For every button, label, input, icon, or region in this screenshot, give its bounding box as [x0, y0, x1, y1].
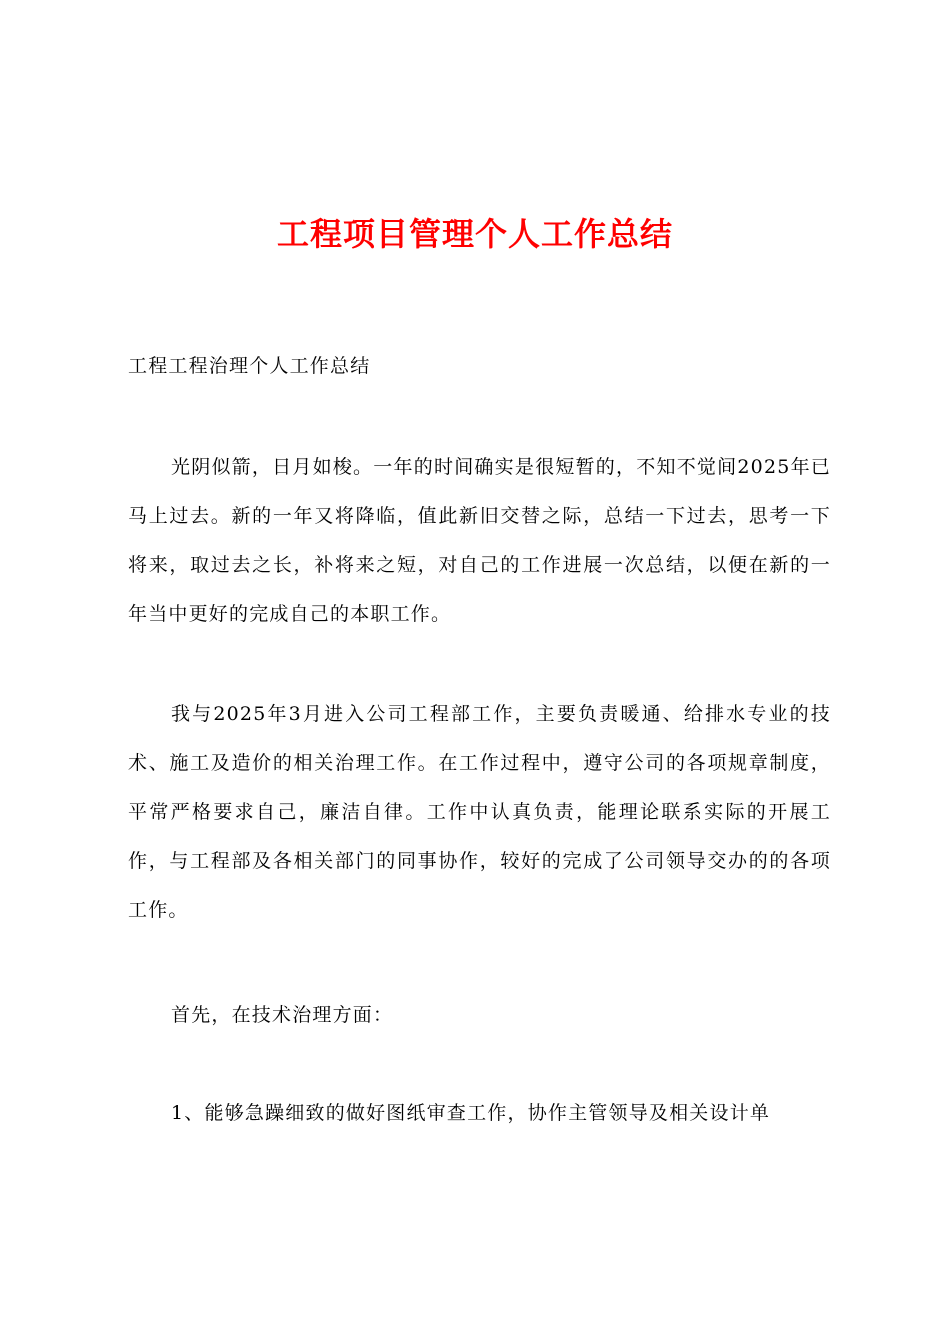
list-item-1: 1、能够急躁细致的做好图纸审查工作，协作主管领导及相关设计单	[171, 1102, 771, 1124]
document-title: 工程项目管理个人工作总结	[276, 215, 673, 253]
paragraph-work-overview: 我与2025年3月进入公司工程部工作，主要负责暖通、给排水专业的技术、施工及造价的相关治理工作。在工作过程中，遵守公司的各项规章制度，平常严格要求自己，廉洁自律。工作中认真负责，能理论联系实际的开展工作，与工程部及各相关部门的同事协作，较好的完成了公司领导交办的的各项工作。	[128, 703, 831, 921]
paragraph-intro: 光阴似箭，日月如梭。一年的时间确实是很短暂的，不知不觉间2025年已马上过去。新的一年又将降临，值此新旧交替之际，总结一下过去，思考一下将来，取过去之长，补将来之短，对自己的工作进展一次总结，以便在新的一年当中更好的完成自己的本职工作。	[128, 456, 831, 625]
document-subtitle: 工程工程治理个人工作总结	[128, 355, 371, 377]
section-heading-technical-management: 首先，在技术治理方面：	[171, 1004, 394, 1026]
